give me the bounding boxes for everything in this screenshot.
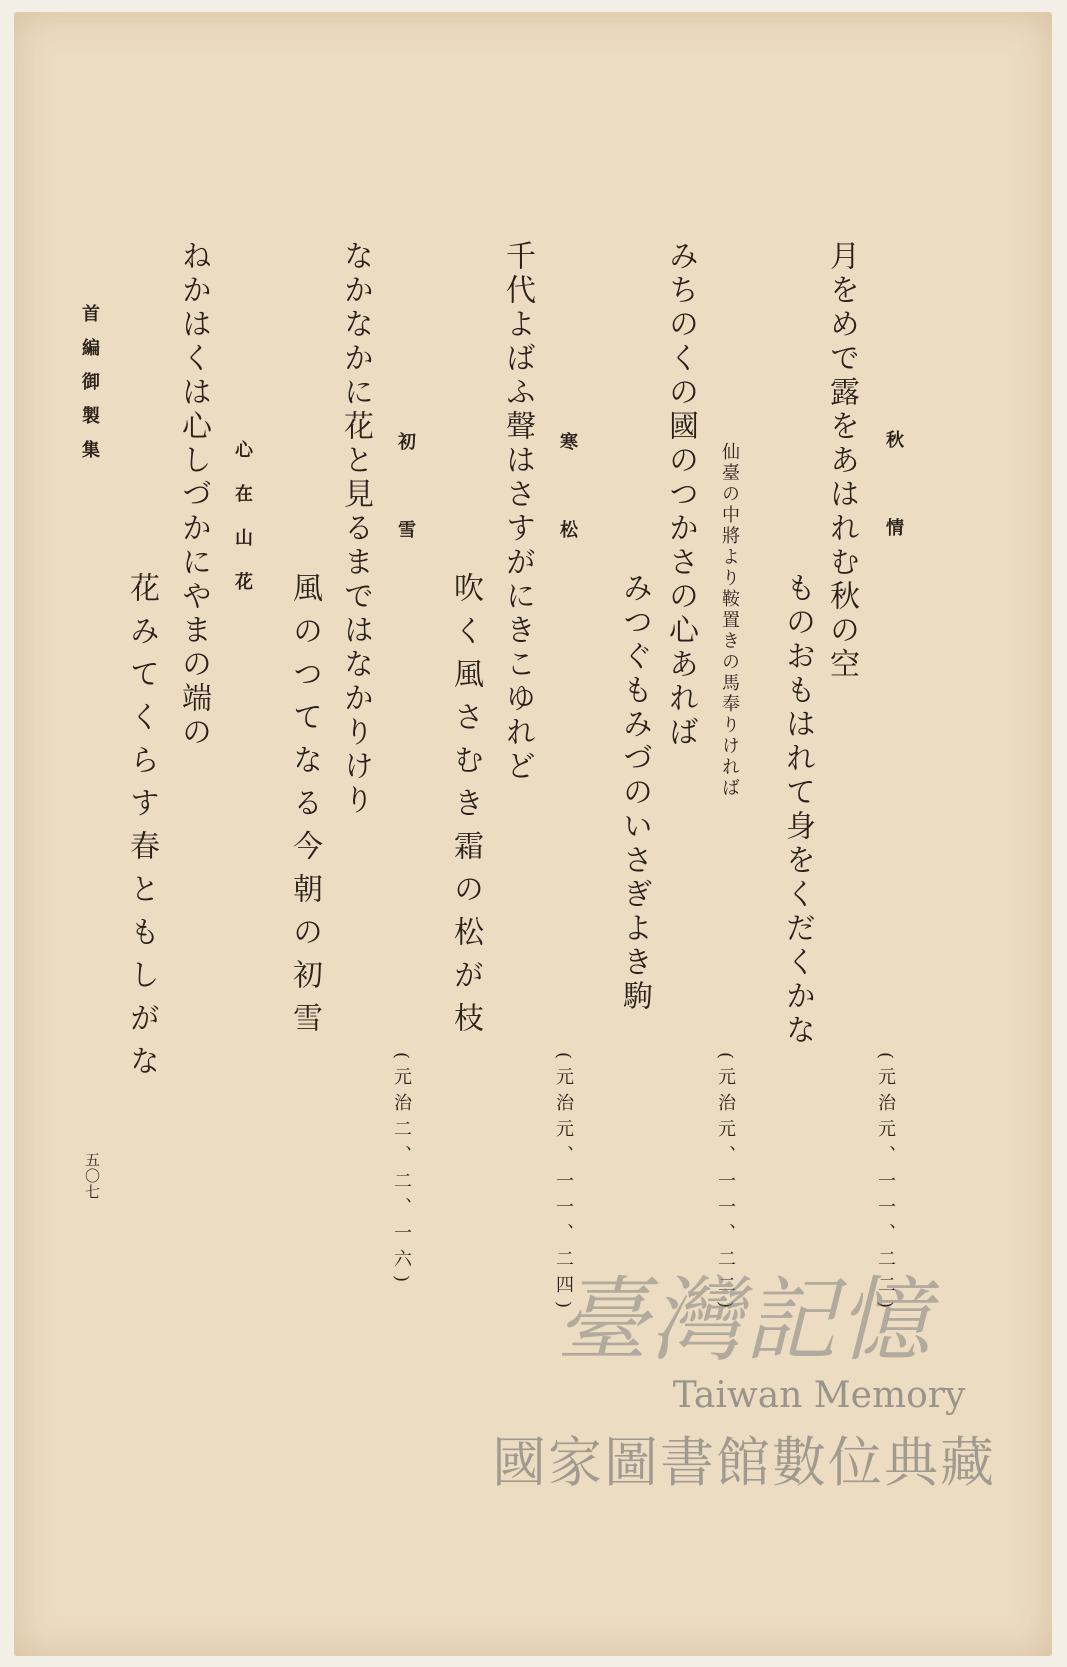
poem-2-line-2: みつぐもみづのいさぎよき駒 xyxy=(617,572,652,1014)
poem-2-date: (元治元、一一、二二) xyxy=(715,1052,736,1317)
poem-3-date: (元治元、一一、二四) xyxy=(553,1052,574,1317)
title-autumn-feeling: 秋 情 xyxy=(883,430,904,562)
poem-1-line-2: ものおもはれて身をくだくかな xyxy=(780,572,815,1048)
poem-1-date: (元治元、一一、二二) xyxy=(875,1052,896,1317)
watermark-chinese: 國家圖書館數位典藏 xyxy=(492,1431,996,1494)
taiwan-memory-watermark xyxy=(484,1247,1004,1537)
title-first-snow: 初 雪 xyxy=(395,432,416,564)
poem-2-line-1: みちのくの國のつかさの心あれば xyxy=(663,240,698,750)
title-cold-pine: 寒 松 xyxy=(557,432,578,564)
page-number: 五〇七 xyxy=(83,1152,101,1200)
poem-5-line-2: 花みてくらす春ともしがな xyxy=(124,572,159,1088)
poem-5-line-1: ねかはくは心しづかにやまの端の xyxy=(176,240,211,750)
collection-title: 首編御製集 xyxy=(79,304,100,474)
poem-1-line-1: 月をめで露をあはれむ秋の空 xyxy=(824,240,859,682)
poem-4-date: (元治二、二、一六) xyxy=(391,1052,412,1291)
poem-2-note: 仙臺の中將より鞍置きの馬奉りければ xyxy=(719,442,740,799)
poem-4-line-2: 風のつてなる今朝の初雪 xyxy=(287,572,322,1045)
title-heart-in-mountain-flowers: 心在山花 xyxy=(232,440,253,616)
poem-3-line-2: 吹く風さむき霜の松が枝 xyxy=(448,572,483,1045)
watermark-logo-text: 臺灣記憶 xyxy=(555,1267,932,1374)
watermark-english: Taiwan Memory xyxy=(672,1375,966,1416)
poem-4-line-1: なかなかに花と見るまではなかりけり xyxy=(338,240,373,818)
book-page xyxy=(14,12,1052,1656)
poem-3-line-1: 千代よばふ聲はさすがにきこゆれど xyxy=(500,240,535,784)
